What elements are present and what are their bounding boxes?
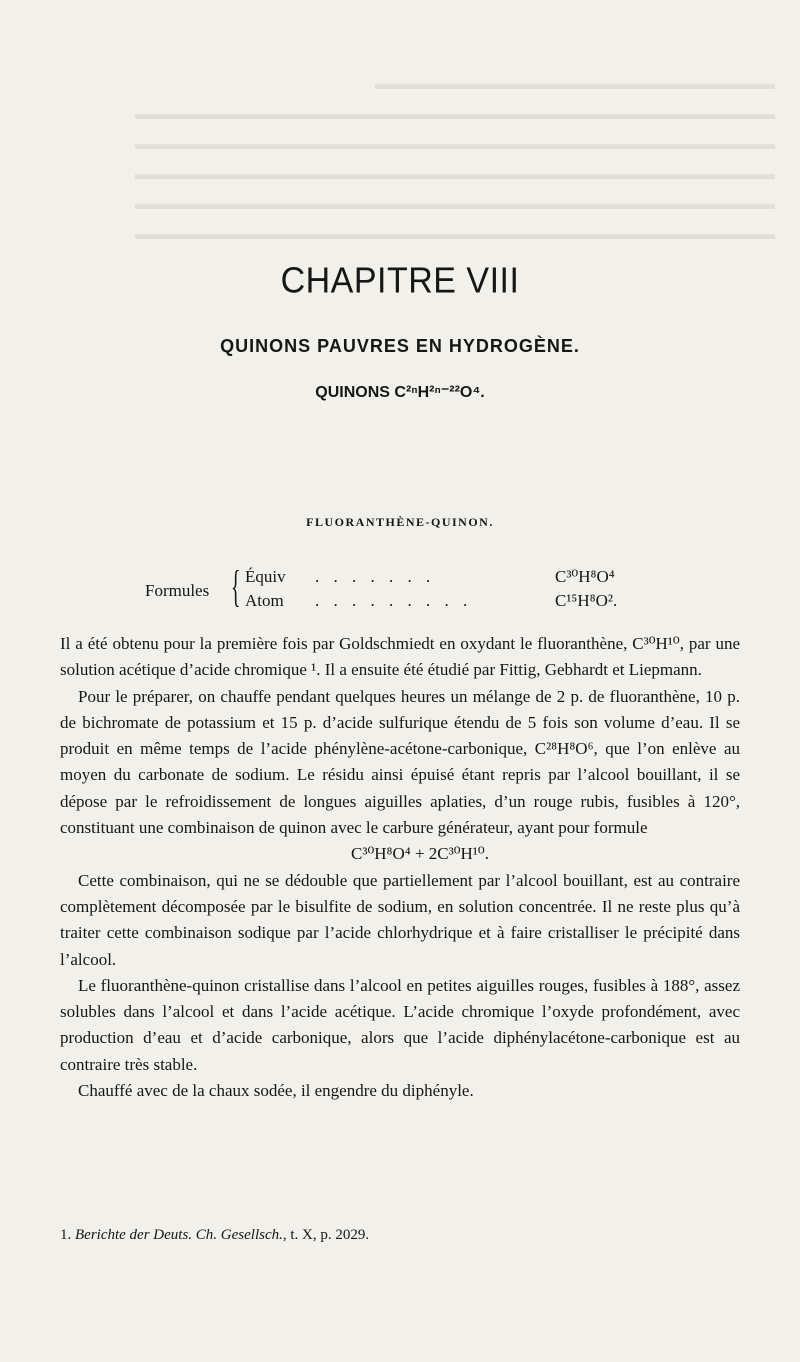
show-through-texture: ▬▬▬▬▬▬▬▬▬▬▬▬▬▬▬▬▬▬▬▬▬▬▬▬▬ ▬▬▬▬▬▬▬▬▬▬▬▬▬▬▬▬▬▬▬▬▬▬▬▬▬▬▬▬▬▬▬▬▬▬▬▬▬▬▬▬ ▬▬▬▬▬▬▬▬▬▬▬▬▬▬▬▬▬▬▬▬▬▬▬▬▬▬▬▬▬▬▬▬▬▬▬▬▬▬▬▬ ▬▬▬▬▬▬▬▬▬▬▬▬▬▬▬▬▬▬▬▬▬▬▬▬▬▬▬▬▬▬▬▬▬▬▬▬▬▬▬▬ ▬▬▬▬▬▬▬▬▬▬▬▬▬▬▬▬▬▬▬▬▬▬▬▬▬▬▬▬▬▬▬▬▬▬▬▬▬▬▬▬ ▬▬▬▬▬▬▬▬▬▬▬▬▬▬▬▬▬▬▬▬▬▬▬▬▬▬▬▬▬▬▬▬▬▬▬▬▬▬▬▬ — [135, 76, 775, 243]
paragraph: Cette combinaison, qui ne se dédouble que partiellement par l’alcool bouillant, est au contraire complètement décomposée par le bisulfite de sodium, en solution concentrée. Il ne reste plus qu’à traiter cette combinaison sodique par l’acide chlorhydrique et à faire cristalliser le précipité dans l’alcool. — [60, 870, 740, 969]
formula-row-equiv — [245, 567, 645, 589]
footnote-divider — [60, 1224, 180, 1225]
formula-label: Formules — [145, 581, 210, 600]
formula-block — [145, 562, 665, 617]
chapter-heading: QUINONS PAUVRES EN HYDROGÈNE. — [220, 336, 580, 356]
section-title: FLUORANTHÈNE-QUINON. — [306, 515, 494, 529]
body-text — [60, 631, 740, 1104]
brace-symbol: { — [231, 562, 241, 611]
quinon-class-heading: QUINONS C²ⁿH²ⁿ⁻²²O⁴. — [315, 384, 485, 401]
centered-formula: C³⁰H⁸O⁴ + 2C³⁰H¹⁰. — [351, 844, 489, 864]
formula-row-label: Équiv — [245, 567, 286, 586]
leader-dots: . . . . . . . — [315, 567, 436, 586]
paragraph: Le fluoranthène-quinon cristallise dans l’alcool en petites aiguilles rouges, fusibles à 188°, assez solubles dans l’alcool et dans l’acide acétique. L’acide chromique l’oxyde profondément, avec production d’eau et d’acide carbonique, alors que l’acide diphénylacétone-carbonique est au contraire très stable. — [60, 975, 740, 1074]
formula-row-atom — [245, 591, 645, 613]
paragraph: Il a été obtenu pour la première fois par Goldschmiedt en oxydant le fluoranthène, C³⁰H¹⁰, par une solution acétique d’acide chromique ¹. Il a ensuite été étudié par Fittig, Gebhardt et Liepmann. — [60, 634, 740, 680]
formula-row-label: Atom — [245, 591, 284, 610]
chapter-title: CHAPITRE VIII — [280, 261, 520, 301]
footnote-reference: , t. X, p. 2029. — [282, 1227, 370, 1243]
leader-dots: . . . . . . . . . — [315, 591, 473, 610]
formula-row-value: C³⁰H⁸O⁴ — [555, 567, 615, 586]
paragraph: Pour le préparer, on chauffe pendant quelques heures un mélange de 2 p. de fluoranthène, 10 p. de bichromate de potassium et 15 p. d’acide sulfurique étendu de 5 fois son volume d’eau. Il se produit en même temps de l’acide phénylène-acétone-carbonique, C²⁸H⁸O⁶, que l’on enlève au moyen du carbonate de sodium. Le résidu ainsi épuisé étant repris par l’alcool bouillant, il se dépose par le refroidissement de longues aiguilles aplaties, d’un rouge rubis, fusibles à 120°, constituant une combinaison de quinon avec le carbure générateur, ayant pour formule — [60, 686, 740, 838]
footnote-number: 1. — [60, 1227, 72, 1243]
footnote-source: Berichte der Deuts. Ch. Gesellsch. — [75, 1227, 283, 1243]
formula-row-value: C¹⁵H⁸O². — [555, 591, 618, 610]
paragraph: Chauffé avec de la chaux sodée, il engendre du diphényle. — [78, 1081, 474, 1101]
footnote — [60, 1227, 740, 1244]
